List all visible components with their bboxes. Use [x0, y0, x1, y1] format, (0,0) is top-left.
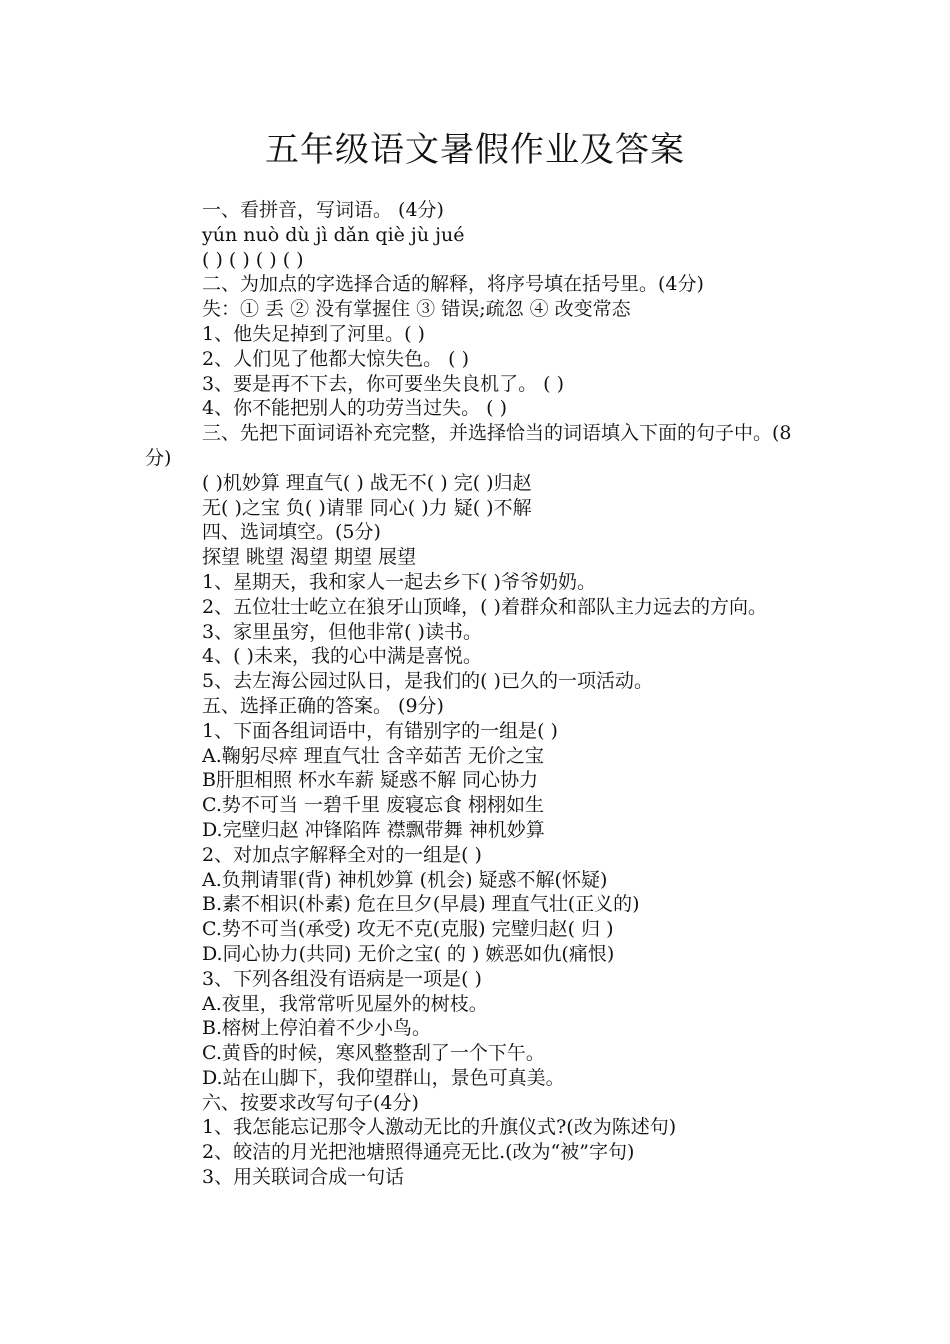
- text-line: A.夜里，我常常听见屋外的树枝。: [202, 992, 488, 1015]
- text-line: 六、按要求改写句子(4分): [202, 1091, 419, 1114]
- text-line: 四、选词填空。(5分): [202, 521, 381, 544]
- text-line: 五、选择正确的答案。 (9分): [202, 694, 444, 717]
- text-line: 探望 眺望 渴望 期望 展望: [202, 546, 417, 569]
- text-line: B肝胆相照 杯水车薪 疑惑不解 同心协力: [202, 769, 539, 792]
- text-line: 3、下列各组没有语病是一项是( ): [202, 967, 482, 990]
- text-line: 三、先把下面词语补充完整，并选择恰当的词语填入下面的句子中。(8分): [145, 422, 792, 469]
- text-line: 2、皎洁的月光把池塘照得通亮无比.(改为“被”字句): [202, 1141, 635, 1164]
- page-title: 五年级语文暑假作业及答案: [265, 130, 685, 170]
- text-line: 一、看拼音，写词语。 (4分): [202, 199, 444, 221]
- text-line: 1、下面各组词语中，有错别字的一组是( ): [202, 719, 558, 742]
- text-line: 4、( )未来，我的心中满是喜悦。: [202, 645, 482, 668]
- text-line: 3、用关联词合成一句话: [202, 1166, 405, 1189]
- text-line: C.势不可当 一碧千里 废寝忘食 栩栩如生: [202, 794, 545, 817]
- text-line: 3、家里虽穷，但他非常( )读书。: [202, 620, 482, 643]
- text-line: 1、星期天，我和家人一起去乡下( )爷爷奶奶。: [202, 570, 596, 593]
- text-line: 1、他失足掉到了河里。( ): [202, 322, 425, 345]
- text-line: B.素不相识(朴素) 危在旦夕(早晨) 理直气壮(正义的): [202, 893, 640, 916]
- text-line: 5、去左海公园过队日，是我们的( )已久的一项活动。: [202, 670, 653, 693]
- text-line: 4、你不能把别人的功劳当过失。 ( ): [202, 397, 507, 420]
- text-line: 2、对加点字解释全对的一组是( ): [202, 843, 482, 866]
- text-line: D.站在山脚下，我仰望群山，景色可真美。: [202, 1066, 565, 1089]
- text-line: ( ) ( ) ( ) ( ): [202, 248, 304, 271]
- text-line: 失：① 丢 ② 没有掌握住 ③ 错误;疏忽 ④ 改变常态: [202, 298, 631, 321]
- text-line: ( )机妙算 理直气( ) 战无不( ) 完( )归赵: [202, 471, 532, 494]
- text-line: A.鞠躬尽瘁 理直气壮 含辛茹苦 无价之宝: [202, 744, 544, 767]
- text-line: A.负荆请罪(背) 神机妙算 (机会) 疑惑不解(怀疑): [202, 868, 608, 891]
- text-line: yún nuò dù jì dǎn qiè jù jué: [202, 223, 465, 246]
- text-line: B.榕树上停泊着不少小鸟。: [202, 1017, 432, 1040]
- text-line: 无( )之宝 负( )请罪 同心( )力 疑( )不解: [202, 496, 532, 519]
- text-line: 二、为加点的字选择合适的解释，将序号填在括号里。(4分): [202, 273, 704, 296]
- text-line: C.黄昏的时候，寒风整整刮了一个下午。: [202, 1042, 545, 1065]
- text-line: 3、要是再不下去，你可要坐失良机了。 ( ): [202, 372, 564, 395]
- text-line: 2、人们见了他都大惊失色。 ( ): [202, 347, 469, 370]
- text-line: C.势不可当(承受) 攻无不克(克服) 完璧归赵( 归 ): [202, 918, 614, 941]
- text-line: 1、我怎能忘记那令人激动无比的升旗仪式?(改为陈述句): [202, 1116, 677, 1139]
- text-line: D.同心协力(共同) 无价之宝( 的 ) 嫉恶如仇(痛恨): [202, 942, 615, 965]
- text-line: 2、五位壮士屹立在狼牙山顶峰，( )着群众和部队主力远去的方向。: [202, 595, 767, 618]
- text-line: D.完壁归赵 冲锋陷阵 襟飘带舞 神机妙算: [202, 818, 545, 841]
- document-body: [145, 198, 810, 1190]
